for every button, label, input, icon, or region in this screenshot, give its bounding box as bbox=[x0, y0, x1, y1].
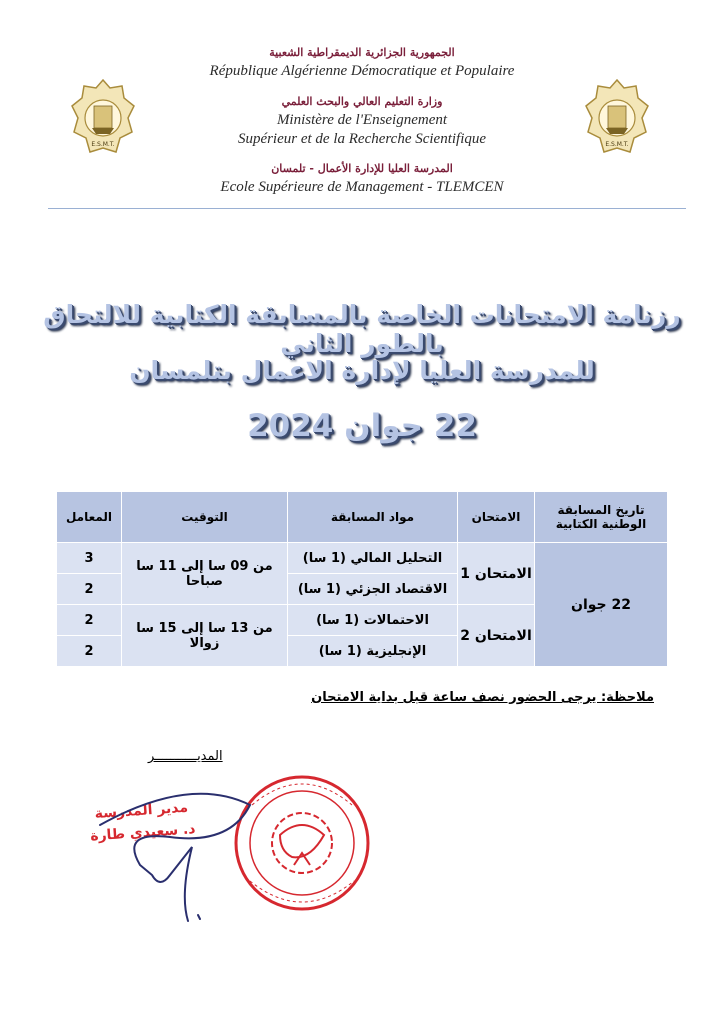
table-row bbox=[57, 543, 668, 574]
ministry-french-line1: Ministère de l'Enseignement bbox=[276, 112, 448, 128]
title-line-1: رزنامة الامتحانات الخاصة بالمسابقة الكتابية للالتحاق بالطور الثاني bbox=[43, 300, 681, 358]
title-date: 22 جوان 2024 bbox=[247, 408, 477, 444]
coefficient-cell: 2 bbox=[57, 605, 122, 636]
subject-cell: الإنجليزية (1 سا) bbox=[288, 636, 458, 667]
director-label: المديـــــــــــر bbox=[148, 749, 223, 764]
header-subjects: مواد المسابقة bbox=[288, 492, 458, 543]
attendance-note: ملاحظة: يرجى الحضور نصف ساعة قبل بداية الامتحان bbox=[311, 690, 654, 705]
exam-2-timing: من 13 سا إلى 15 سا زوالا bbox=[122, 605, 288, 667]
ministry-french-line2: Supérieur et de la Recherche Scientifique bbox=[237, 131, 487, 147]
stamp-name: د. سعيدي طارة bbox=[89, 821, 196, 845]
subject-cell: التحليل المالي (1 سا) bbox=[288, 543, 458, 574]
official-stamp-and-signature bbox=[80, 765, 370, 935]
round-seal-icon bbox=[236, 777, 368, 909]
republic-french: République Algérienne Démocratique et Populaire bbox=[209, 63, 515, 79]
exam-schedule-table bbox=[56, 491, 668, 667]
coefficient-cell: 3 bbox=[57, 543, 122, 574]
logo-text: E.S.M.T. bbox=[605, 141, 629, 148]
title-line-2: للمدرسة العليا لإدارة الاعمال بتلمسان bbox=[129, 356, 595, 385]
subject-cell: الاقتصاد الجزئي (1 سا) bbox=[288, 574, 458, 605]
republic-arabic: الجمهورية الجزائرية الديمقراطية الشعبية bbox=[269, 46, 455, 59]
school-french: Ecole Supérieure de Management - TLEMCEN bbox=[220, 179, 504, 195]
header-timing: التوقيت bbox=[122, 492, 288, 543]
header-exam: الامتحان bbox=[458, 492, 535, 543]
ministry-arabic: وزارة التعليم العالي والبحث العلمي bbox=[281, 95, 443, 108]
header-coefficient: المعامل bbox=[57, 492, 122, 543]
exam-1-timing: من 09 سا إلى 11 سا صباحا bbox=[122, 543, 288, 605]
exam-date: 22 جوان bbox=[535, 543, 668, 667]
subject-cell: الاحتمالات (1 سا) bbox=[288, 605, 458, 636]
coefficient-cell: 2 bbox=[57, 636, 122, 667]
school-arabic: المدرسة العليا للإدارة الأعمال - تلمسان bbox=[271, 162, 453, 175]
exam-1-name: الامتحان 1 bbox=[458, 543, 535, 605]
header-divider bbox=[48, 208, 686, 209]
stamp-title: مدير المدرسة bbox=[94, 799, 189, 823]
exam-2-name: الامتحان 2 bbox=[458, 605, 535, 667]
header-date: تاريخ المسابقة الوطنية الكتابية bbox=[535, 492, 668, 543]
table-header-row bbox=[57, 492, 668, 543]
logo-text: E.S.M.T. bbox=[91, 141, 115, 148]
coefficient-cell: 2 bbox=[57, 574, 122, 605]
